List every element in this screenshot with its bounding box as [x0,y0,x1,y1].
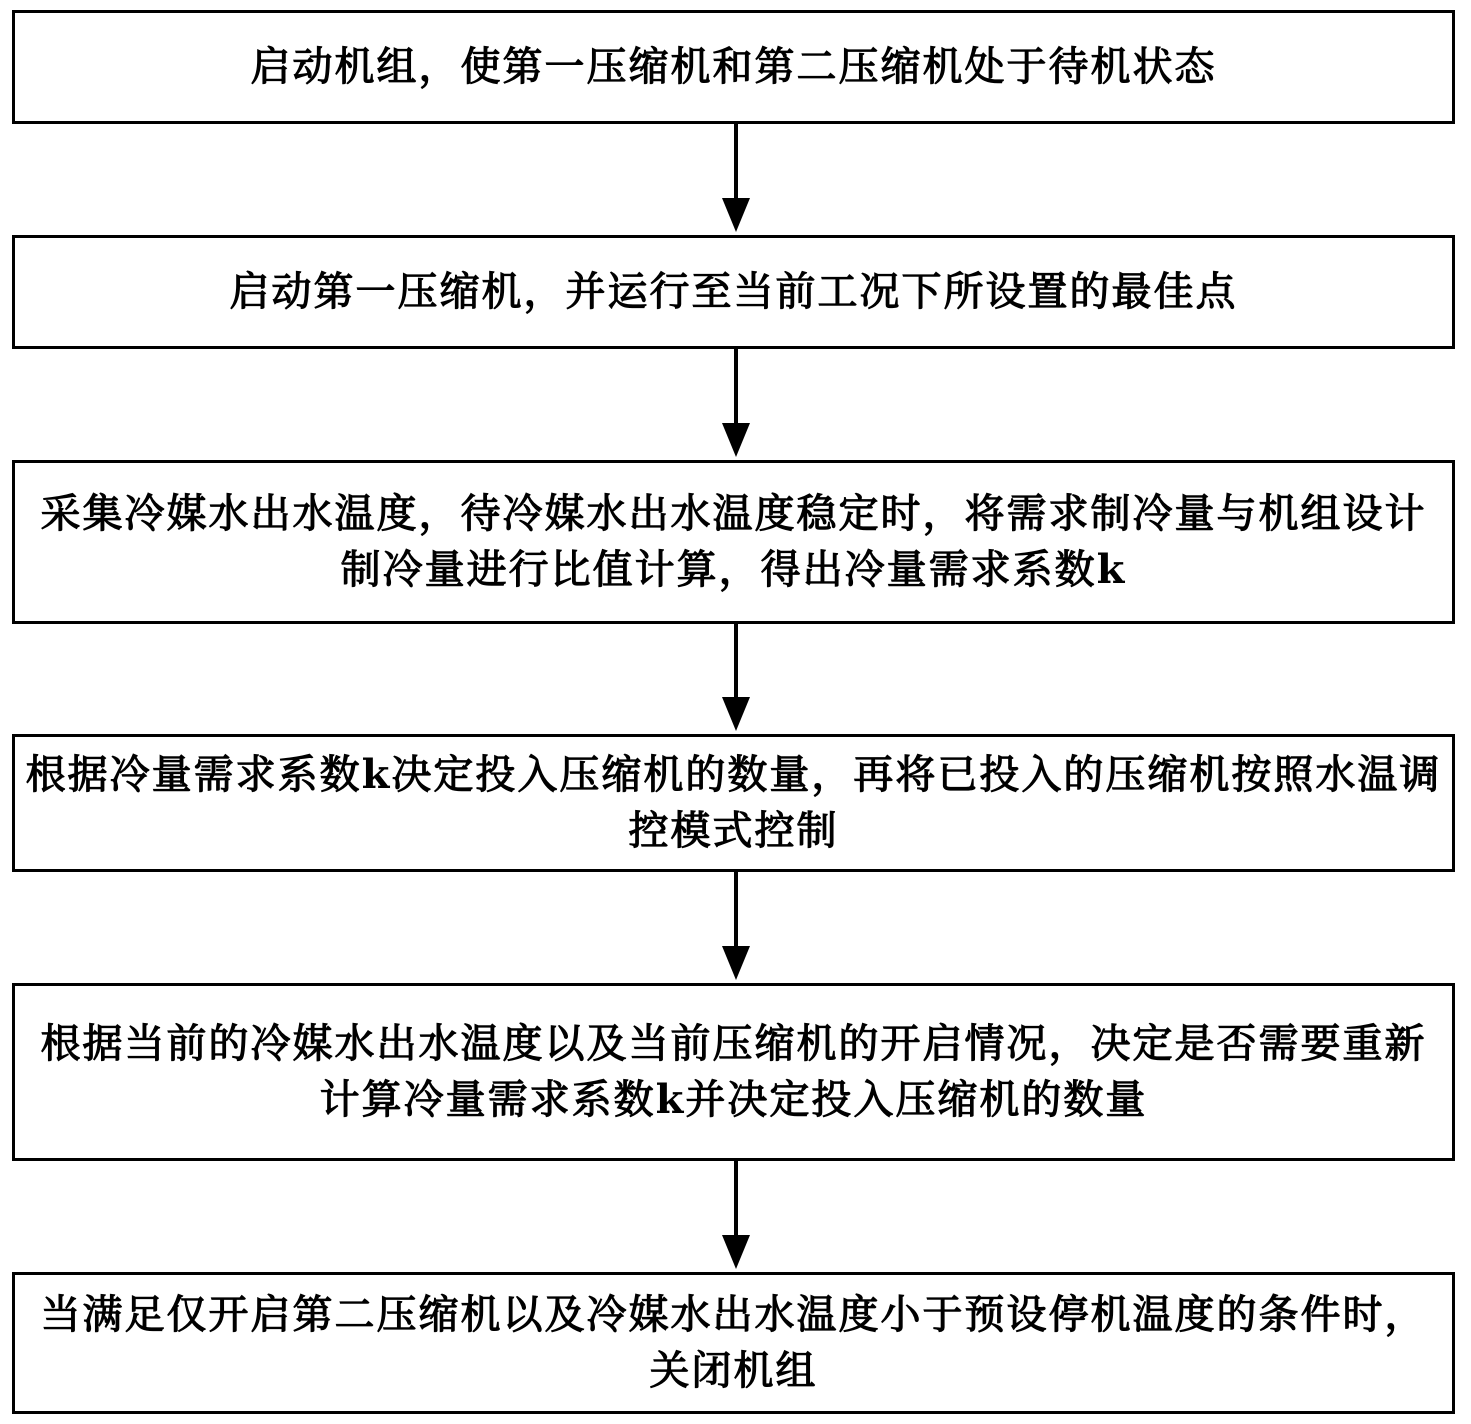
arrow-step2-to-step3 [722,349,750,457]
step-text: 根据冷量需求系数k决定投入压缩机的数量，再将已投入的压缩机按照水温调控模式控制 [25,751,1442,854]
step-text: 启动机组，使第一压缩机和第二压缩机处于待机状态 [250,43,1217,90]
step-box-decide-compressor-count [12,734,1455,872]
arrow-step5-to-step6 [722,1161,750,1269]
step-text: 当满足仅开启第二压缩机以及冷媒水出水温度小于预设停机温度的条件时，关闭机组 [40,1291,1427,1394]
step-box-recalculate-check [12,983,1455,1161]
step-box-start-standby [12,10,1455,124]
arrow-step3-to-step4 [722,624,750,731]
step-box-shutdown [12,1272,1455,1414]
arrow-step4-to-step5 [722,872,750,980]
arrow-step1-to-step2 [722,124,750,232]
step-text: 采集冷媒水出水温度，待冷媒水出水温度稳定时，将需求制冷量与机组设计制冷量进行比值计算，得出冷量需求系数k [40,490,1427,593]
step-text: 启动第一压缩机，并运行至当前工况下所设置的最佳点 [229,268,1238,315]
step-box-start-first-compressor [12,235,1455,349]
step-text: 根据当前的冷媒水出水温度以及当前压缩机的开启情况，决定是否需要重新计算冷量需求系数k并决定投入压缩机的数量 [40,1020,1427,1123]
step-box-calc-coefficient [12,460,1455,624]
